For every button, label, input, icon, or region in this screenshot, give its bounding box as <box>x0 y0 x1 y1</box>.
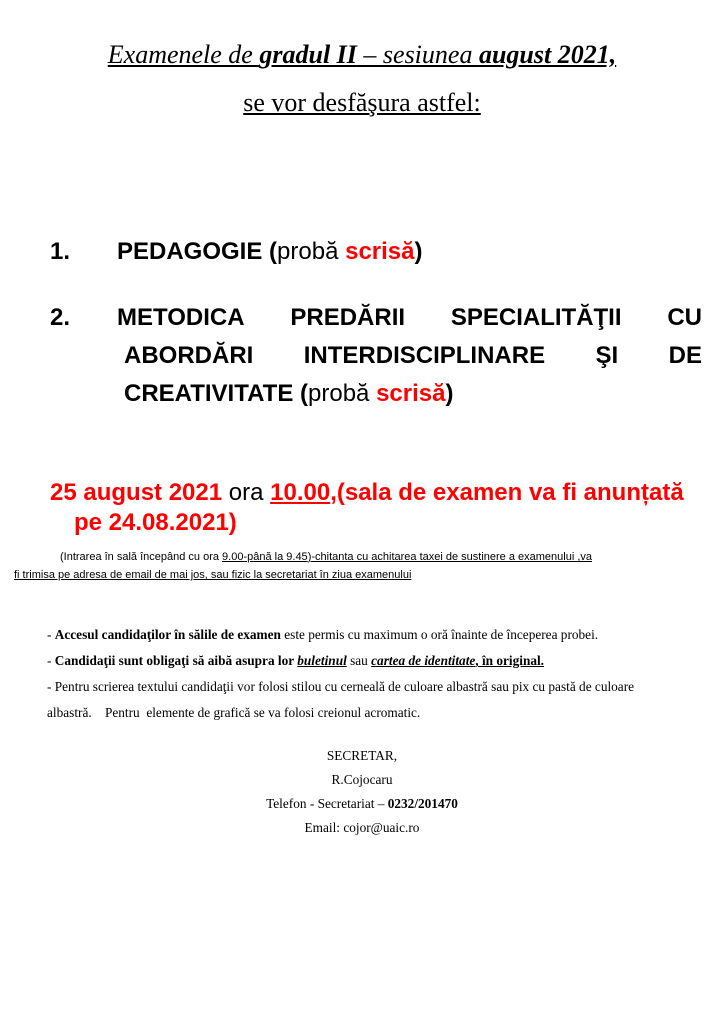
rule-text: este permis cu maximum o oră înainte de începerea probei. <box>280 627 599 642</box>
exam-schedule <box>50 478 690 538</box>
exam-rules <box>47 622 697 726</box>
paren-open: ( <box>293 380 308 407</box>
item-1-number: 1. <box>50 238 71 265</box>
item-2-line-3 <box>124 380 453 408</box>
item-2-line-1 <box>117 304 702 332</box>
item-2-word: ŞI <box>595 342 619 369</box>
title-text: Examenele de <box>107 40 260 69</box>
rule-dash: - <box>47 627 55 642</box>
item-2-word: INTERDISCIPLINARE <box>303 342 546 369</box>
rule-document: cartea de identitate <box>371 653 476 668</box>
note-text: )-chitanta cu achitarea taxei de sustinere a examenului ,va <box>307 551 593 563</box>
rule-text: sau <box>346 653 372 668</box>
exam-mode: scrisă <box>376 380 446 407</box>
rule-2 <box>47 648 697 674</box>
paren-close: ) <box>414 238 423 265</box>
phone-number: 0232/201470 <box>387 796 458 811</box>
room-date: pe 24.08.2021) <box>74 509 237 536</box>
note-text: fi trimisa pe adresa de email de mai jos, sau fizic la secretariat în ziua examenului <box>14 569 412 581</box>
signature-phone <box>0 792 724 816</box>
exam-time: 10.00 <box>270 479 331 506</box>
rule-dash: - <box>47 653 55 668</box>
signature-role: SECRETAR, <box>326 748 398 763</box>
item-2-word: METODICA <box>117 304 245 331</box>
rule-3-cont: albastră. Pentru elemente de grafică se va folosi creionul acromatic. <box>47 705 421 720</box>
entry-note <box>14 548 714 584</box>
item-1-text <box>117 238 702 266</box>
item-2-number: 2. <box>50 304 71 331</box>
item-2-word: CREATIVITATE <box>124 380 294 407</box>
item-1-label: PEDAGOGIE <box>117 238 263 265</box>
note-text: (Intrarea în sală începând cu ora <box>60 551 223 563</box>
time-label: ora <box>222 479 271 506</box>
exam-type: probă <box>308 380 377 407</box>
item-2-word: DE <box>668 342 702 369</box>
paren-close: ) <box>445 380 454 407</box>
signature-name: R.Cojocaru <box>331 772 393 787</box>
item-2-line-2 <box>124 342 702 370</box>
rule-emphasis: , în original. <box>475 653 545 668</box>
rule-1 <box>47 622 697 648</box>
exam-date: 25 august 2021 <box>50 479 223 506</box>
rule-emphasis: Accesul candidaţilor în sălile de examen <box>54 627 281 642</box>
paren-open: ( <box>262 238 278 265</box>
title-month: august 2021, <box>478 40 617 69</box>
item-2-word: CU <box>667 304 702 331</box>
page-subtitle: se vor desfăşura astfel: <box>243 88 481 117</box>
rule-document: buletinul <box>297 653 347 668</box>
signature-block <box>0 744 724 840</box>
item-2-word: SPECIALITĂŢII <box>450 304 622 331</box>
title-session: – sesiunea <box>356 40 479 69</box>
item-2-word: PREDĂRII <box>290 304 406 331</box>
phone-label: Telefon - Secretariat – <box>266 796 388 811</box>
room-info: ,(sala de examen va fi anunțată <box>330 479 684 506</box>
exam-mode: scrisă <box>345 238 415 265</box>
signature-email: Email: cojor@uaic.ro <box>304 820 420 835</box>
rule-3: - Pentru scrierea textului candidaţii vor folosi stilou cu cerneală de culoare albastră sau pix cu pastă de culoare <box>47 679 635 694</box>
exam-type: probă <box>277 238 346 265</box>
note-interval: 9.00-până la 9.45 <box>222 551 308 563</box>
title-grade: gradul II <box>259 40 357 69</box>
page-title <box>0 40 724 70</box>
rule-emphasis: Candidaţii sunt obligaţi să aibă asupra lor <box>54 653 298 668</box>
item-2-word: ABORDĂRI <box>124 342 254 369</box>
